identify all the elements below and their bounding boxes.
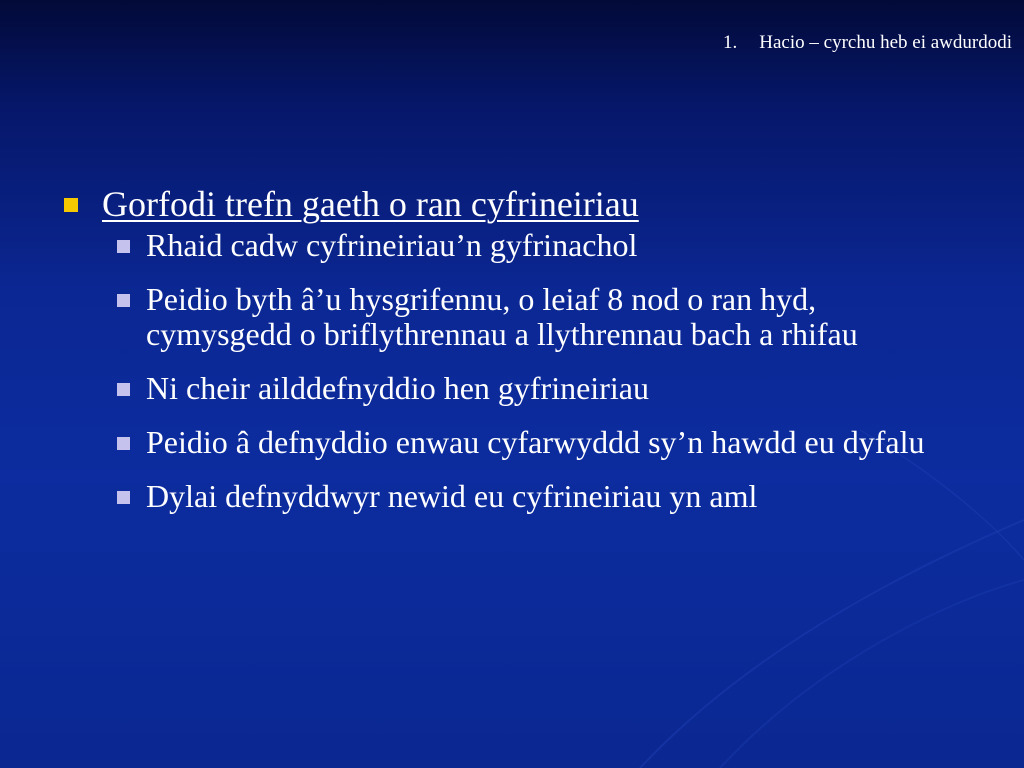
header-number: 1. [723,32,738,53]
sub-point-text: Ni cheir ailddefnyddio hen gyfrineiriau [146,370,649,406]
main-bullet-point [60,178,960,230]
slide-header [723,32,1012,54]
sub-point-item [146,479,960,514]
sub-point-text: Peidio byth â’u hysgrifennu, o leiaf 8 nod o ran hyd, cymysgedd o briflythrennau a llythrennau bach a rhifau [146,281,858,352]
square-bullet-icon [64,198,78,212]
square-bullet-icon [117,240,130,253]
sub-point-item [146,228,960,263]
sub-point-text: Rhaid cadw cyfrineiriau’n gyfrinachol [146,227,638,263]
sub-point-item [146,371,960,406]
header-title: Hacio – cyrchu heb ei awdurdodi [759,32,1012,53]
sub-point-text: Peidio â defnyddio enwau cyfarwyddd sy’n hawdd eu dyfalu [146,424,925,460]
square-bullet-icon [117,294,130,307]
square-bullet-icon [117,383,130,396]
sub-point-item [146,282,960,352]
sub-point-item [146,425,960,460]
sub-point-text: Dylai defnyddwyr newid eu cyfrineiriau yn aml [146,478,758,514]
main-point-text: Gorfodi trefn gaeth o ran cyfrineiriau [102,184,639,224]
square-bullet-icon [117,491,130,504]
square-bullet-icon [117,437,130,450]
slide-content [60,178,960,533]
sub-point-list [60,228,960,514]
